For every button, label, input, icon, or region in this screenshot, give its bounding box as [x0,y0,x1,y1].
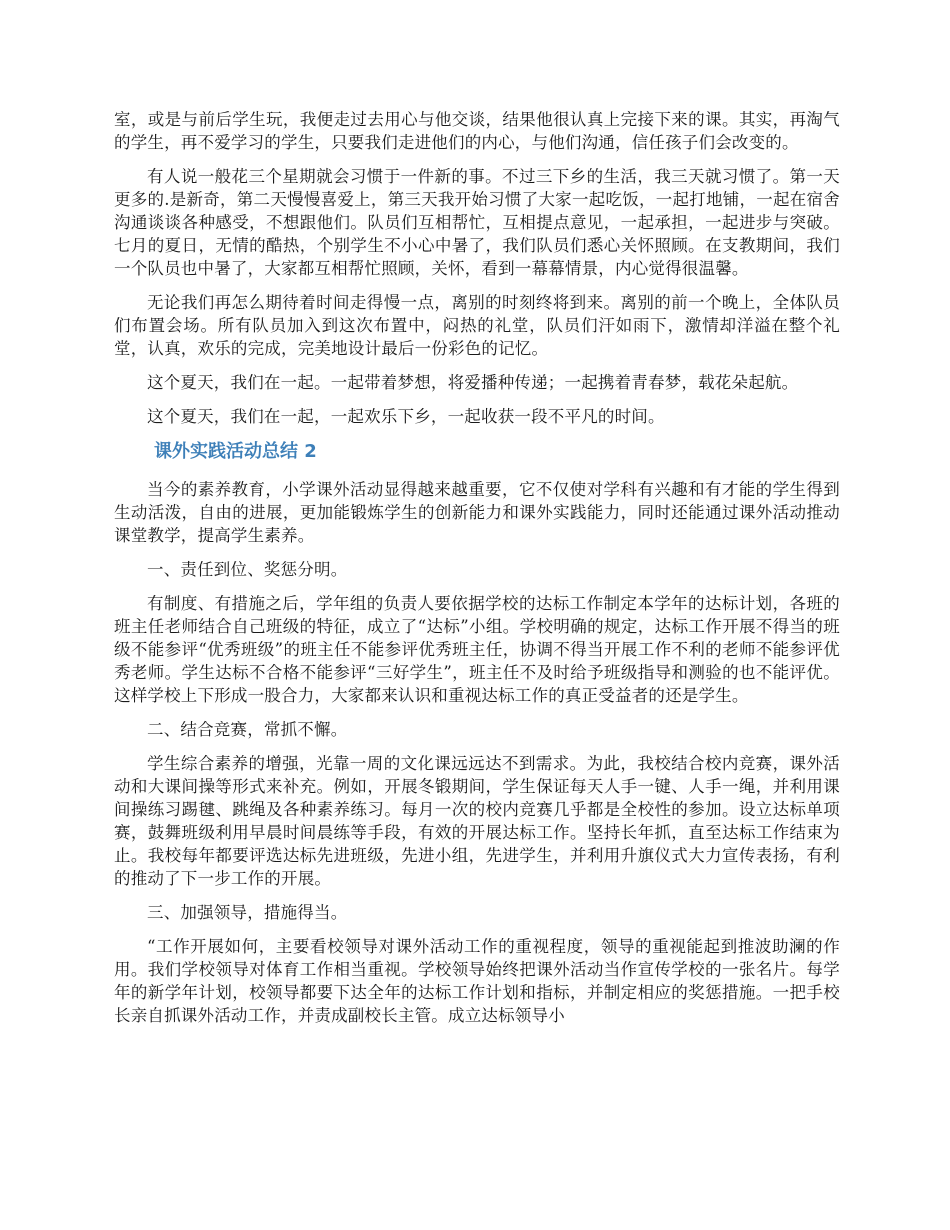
paragraph: 这个夏天，我们在一起，一起欢乐下乡，一起收获一段不平凡的时间。 [147,407,665,426]
paragraph: 学生综合素养的增强，光靠一周的文化课远远达不到需求。为此，我校结合校内竞赛，课外活动和大课间操等形式来补充。例如，开展冬锻期间，学生保证每天人手一键、人手一绳，并利用课间操练习踢毽、跳绳及各种素养练习。每月一次的校内竞赛几乎都是全校性的参加。设立达标单项赛，鼓舞班级利用早晨时间晨练等手段，有效的开展达标工作。坚持长年抓，直至达标工作结束为止。我校每年都要评选达标先进班级，先进小组，先进学生，并利用升旗仪式大力宣传表扬，有利的推动了下一步工作的开展。 [114,754,840,888]
paragraph: 当今的素养教育，小学课外活动显得越来越重要，它不仅使对学科有兴趣和有才能的学生得到生动活泼，自由的进展，更加能锻炼学生的创新能力和课外实践能力，同时还能通过课外活动推动课堂教学，提高学生素养。 [114,480,840,545]
paragraph: “工作开展如何，主要看校领导对课外活动工作的重视程度，领导的重视能起到推波助澜的作用。我们学校领导对体育工作相当重视。学校领导始终把课外活动当作宣传学校的一张名片。每学年的新学年计划，校领导都要下达全年的达标工作计划和指标，并制定相应的奖惩措施。一把手校长亲自抓课外活动工作，并责成副校长主管。成立达标领导小 [114,937,840,1025]
section-title: 课外实践活动总结 2 [154,441,317,462]
paragraph: 有制度、有措施之后，学年组的负责人要依据学校的达标工作制定本学年的达标计划，各班的班主任老师结合自己班级的特征，成立了“达标”小组。学校明确的规定，达标工作开展不得当的班级不能参评“优秀班级”的班主任不能参评优秀班主任，协调不得当开展工作不利的老师不能参评优秀老师。学生达标不合格不能参评“三好学生”，班主任不及时给予班级指导和测验的也不能评优。这样学校上下形成一股合力，大家都来认识和重视达标工作的真正受益者的还是学生。 [114,594,840,705]
paragraph: 这个夏天，我们在一起。一起带着梦想，将爱播种传递；一起携着青春梦，载花朵起航。 [147,373,799,392]
paragraph: 无论我们再怎么期待着时间走得慢一点，离别的时刻终将到来。离别的前一个晚上，全体队员们布置会场。所有队员加入到这次布置中，闷热的礼堂，队员们汗如雨下，激情却洋溢在整个礼堂，认真，欢乐的完成，完美地设计最后一份彩色的记忆。 [114,293,840,358]
paragraph: 室，或是与前后学生玩，我便走过去用心与他交谈，结果他很认真上完接下来的课。其实，再淘气的学生，再不爱学习的学生，只要我们走进他们的内心，与他们沟通，信任孩子们会改变的。 [114,110,840,152]
section-subheading: 二、结合竞赛，常抓不懈。 [147,720,348,739]
section-subheading: 三、加强领导，措施得当。 [147,903,348,922]
paragraph: 有人说一般花三个星期就会习惯于一件新的事。不过三下乡的生活，我三天就习惯了。第一天更多的.是新奇，第二天慢慢喜爱上，第三天我开始习惯了大家一起吃饭，一起打地铺，一起在宿舍沟通谈谈各种感受，不想跟他们。队员们互相帮忙，互相提点意见，一起承担，一起进步与突破。七月的夏日，无情的酷热，个别学生不小心中暑了，我们队员们悉心关怀照顾。在支教期间，我们一个队员也中暑了，大家都互相帮忙照顾，关怀，看到一幕幕情景，内心觉得很温馨。 [114,167,840,278]
section-subheading: 一、责任到位、奖惩分明。 [147,560,348,579]
document-page [114,108,840,1038]
